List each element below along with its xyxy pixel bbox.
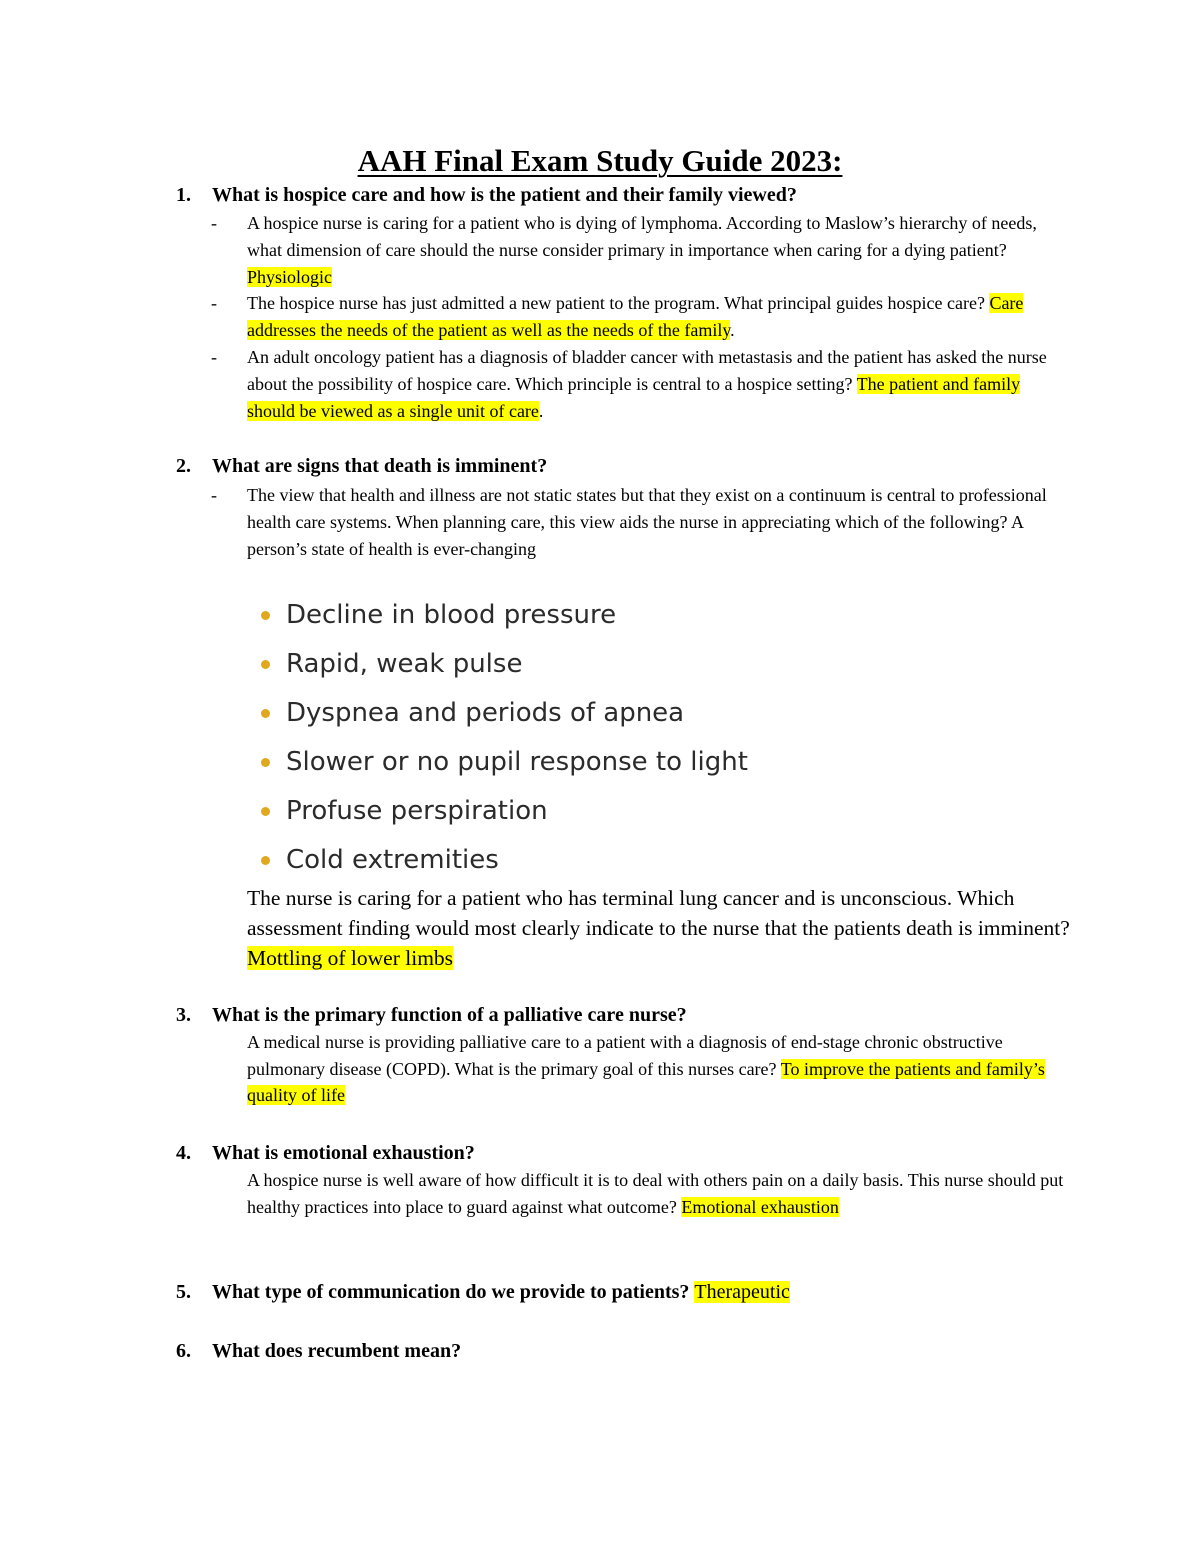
question-text: What type of communication do we provide to patients? [212,1281,695,1303]
question-number: 5. [176,1281,191,1303]
bullet-dot-icon [261,709,270,718]
list-item [256,592,748,641]
list-item [256,837,748,886]
question-number: 4. [176,1142,191,1164]
question-2-followup [247,883,1077,973]
list-item-text: Cold extremities [286,845,499,875]
signs-bullet-list [256,592,748,886]
list-item [256,788,748,837]
question-4-body [247,1167,1067,1220]
bullet-dot-icon [261,611,270,620]
question-3-heading [176,1002,1076,1029]
dash-marker: - [211,213,217,233]
bullet-dot-icon [261,660,270,669]
question-1-item-1 [211,210,1061,291]
question-2-item-1 [211,482,1061,563]
item-text: The hospice nurse has just admitted a new patient to the program. What principal guides hospice care? [247,293,990,313]
highlighted-answer: Physiologic [247,267,333,287]
question-text: What is emotional exhaustion? [212,1142,475,1164]
list-item-text: Profuse perspiration [286,796,548,826]
list-item-text: Decline in blood pressure [286,600,617,630]
question-number: 6. [176,1340,191,1362]
item-suffix: . [730,320,735,340]
document-title: AAH Final Exam Study Guide 2023: [357,143,843,178]
question-text: What is hospice care and how is the patient and their family viewed? [212,184,797,206]
highlighted-answer: Emotional exhaustion [681,1196,839,1217]
question-text: What is the primary function of a palliative care nurse? [212,1004,687,1026]
dash-marker: - [211,485,217,505]
item-suffix: . [538,401,544,421]
question-2-heading [176,453,1076,480]
body-text: A hospice nurse is well aware of how difficult it is to deal with others pain on a daily basis. This nurse should put healthy practices into place to guard against what outcome? [247,1170,1064,1217]
question-number: 2. [176,455,191,477]
followup-text: The nurse is caring for a patient who has terminal lung cancer and is unconscious. Which assessment finding would most clearly indicate to the nurse that the patients death is imminent? [247,886,1070,940]
question-number: 1. [176,184,191,206]
question-3-body [247,1029,1067,1109]
highlighted-answer: The patient and family should be viewed as a single unit of care [247,374,1021,421]
dash-marker: - [211,293,217,313]
question-4-heading [176,1140,1076,1167]
question-5-heading [176,1279,1076,1306]
item-text: A hospice nurse is caring for a patient who is dying of lymphoma. According to Maslow’s hierarchy of needs, what dimension of care should the nurse consider primary in importance when caring for a dying patient? [247,213,1037,260]
bullet-dot-icon [261,807,270,816]
highlighted-answer: Mottling of lower limbs [247,946,454,970]
item-text: An adult oncology patient has a diagnosis of bladder cancer with metastasis and the patient has asked the nurse about the possibility of hospice care. Which principle is central to a hospice setting? [247,347,1047,394]
question-6-heading [176,1338,1076,1365]
list-item-text: Rapid, weak pulse [286,649,523,679]
question-number: 3. [176,1004,191,1026]
list-item-text: Dyspnea and periods of apnea [286,698,685,728]
question-text: What does recumbent mean? [212,1340,462,1362]
bullet-dot-icon [261,758,270,767]
highlighted-answer: Therapeutic [694,1281,790,1303]
item-text: The view that health and illness are not static states but that they exist on a continuum is central to professional health care systems. When planning care, this view aids the nurse in appreciating which of the following? A person’s state of health is ever-changing [247,485,1047,559]
highlighted-answer: Care addresses the needs of the patient as well as the needs of the family [247,293,1024,340]
question-1-item-3 [211,344,1061,425]
body-text: A medical nurse is providing palliative care to a patient with a diagnosis of end-stage chronic obstructive pulmonary disease (COPD). What is the primary goal of this nurses care? [247,1032,1003,1079]
question-1-item-2 [211,290,1061,344]
list-item [256,739,748,788]
dash-marker: - [211,347,217,367]
list-item-text: Slower or no pupil response to light [286,747,748,777]
list-item [256,641,748,690]
list-item [256,690,748,739]
question-1-heading [176,182,1076,209]
question-text: What are signs that death is imminent? [212,455,548,477]
bullet-dot-icon [261,856,270,865]
highlighted-answer: To improve the patients and family’s quality of life [247,1058,1045,1105]
